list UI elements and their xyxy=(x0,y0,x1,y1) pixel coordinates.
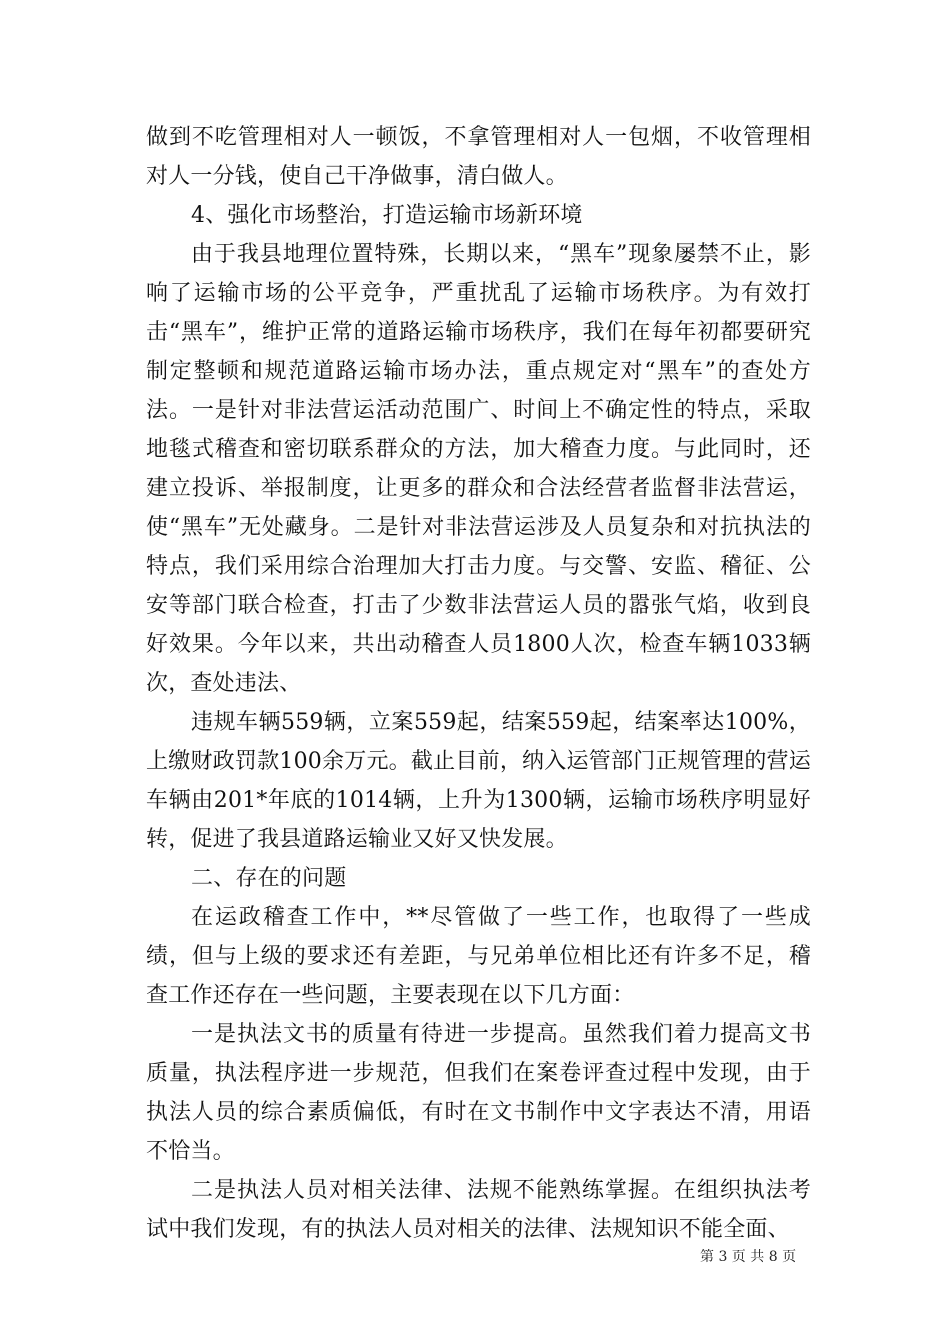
document-body xyxy=(146,118,811,1249)
page-number: 第 3 页 共 8 页 xyxy=(700,1249,797,1265)
paragraph-problems-intro: 在运政稽查工作中，**尽管做了一些工作，也取得了一些成绩，但与上级的要求还有差距，与兄弟单位相比还有许多不足，稽查工作还存在一些问题，主要表现在以下几方面： xyxy=(146,905,811,1008)
paragraph-black-car-enforcement: 由于我县地理位置特殊，长期以来，“黑车”现象屡禁不止，影响了运输市场的公平竞争，严重扰乱了运输市场秩序。为有效打击“黑车”，维护正常的道路运输市场秩序，我们在每年初都要研究制定整顿和规范道路运输市场办法，重点规定对“黑车”的查处方法。一是针对非法营运活动范围广、时间上不确定性的特点，采取地毯式稽查和密切联系群众的方法，加大稽查力度。与此同时，还建立投诉、举报制度，让更多的群众和合法经营者监督非法营运，使“黑车”无处藏身。二是针对非法营运涉及人员复杂和对抗执法的特点，我们采用综合治理加大打击力度。与交警、安监、稽征、公安等部门联合检查，打击了少数非法营运人员的嚣张气焰，收到良好效果。今年以来，共出动稽查人员1800人次，检查车辆1033辆次，查处违法、 xyxy=(146,242,811,696)
section-heading-existing-problems: 二、存在的问题 xyxy=(191,866,347,891)
section-heading-market-rectification: 4、强化市场整治，打造运输市场新环境 xyxy=(191,203,583,228)
paragraph-enforcement-results: 违规车辆559辆，立案559起，结案559起，结案率达100%，上缴财政罚款100余万元。截止目前，纳入运管部门正规管理的营运车辆由201*年底的1014辆，上升为1300辆，运输市场秩序明显好转，促进了我县道路运输业又好又快发展。 xyxy=(146,710,811,852)
paragraph-problem-one: 一是执法文书的质量有待进一步提高。虽然我们着力提高文书质量，执法程序进一步规范，但我们在案卷评查过程中发现，由于执法人员的综合素质偏低，有时在文书制作中文字表达不清，用语不恰当。 xyxy=(146,1022,811,1164)
paragraph-1: 做到不吃管理相对人一顿饭，不拿管理相对人一包烟，不收管理相对人一分钱，使自己干净做事，清白做人。 xyxy=(146,125,811,189)
paragraph-problem-two: 二是执法人员对相关法律、法规不能熟练掌握。在组织执法考试中我们发现，有的执法人员对相关的法律、法规知识不能全面、 xyxy=(146,1178,811,1242)
